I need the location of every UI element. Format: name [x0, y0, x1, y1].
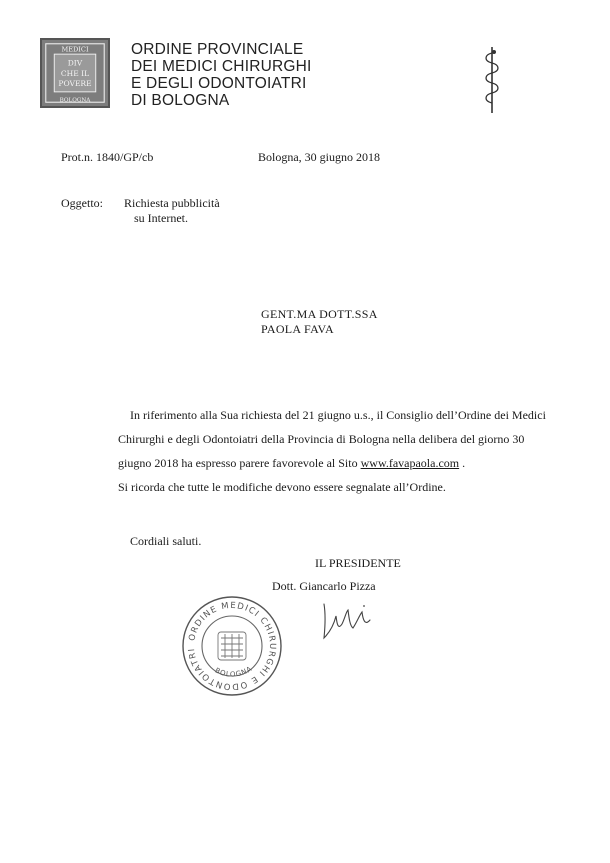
recipient-line-2: PAOLA FAVA [261, 322, 334, 336]
logo-text-bottom: BOLOGNA [59, 97, 91, 104]
body-paragraph-1 [118, 403, 550, 475]
organization-name [131, 41, 312, 109]
body-paragraph-1-text: In riferimento alla Sua richiesta del 21 giugno u.s., il Consiglio dell’Ordine dei Medici Chirurghi e degli Odontoiatri della Provincia di Bologna nella delibera del giorno 30 giugno 2018 ha espresso parere favorevole al Sito [118, 408, 546, 470]
letter-body [118, 403, 550, 499]
subject-line-2: su Internet. [134, 211, 188, 225]
stamp-emblem [218, 632, 246, 660]
subject-line-1: Richiesta pubblicità [124, 196, 220, 210]
logo-text-3: POVERE [58, 79, 92, 89]
subject-text [124, 196, 220, 226]
org-line-1: ORDINE PROVINCIALE [131, 41, 304, 58]
official-stamp [180, 594, 284, 698]
order-logo [40, 38, 110, 108]
website-link[interactable]: www.favapaola.com [360, 456, 460, 470]
signatory-name: Dott. Giancarlo Pizza [272, 579, 376, 593]
body-paragraph-2: Si ricorda che tutte le modifiche devono essere segnalate all’Ordine. [118, 480, 446, 494]
logo-text-1: DIV [67, 58, 83, 68]
org-line-3: E DEGLI ODONTOIATRI [131, 75, 307, 92]
signatory-title: IL PRESIDENTE [315, 556, 401, 570]
stamp-ring-text: ORDINE MEDICI CHIRURGHI E ODONTOIATRI [187, 600, 278, 692]
subject-label: Oggetto: [61, 196, 103, 210]
protocol-number: Prot.n. 1840/GP/cb [61, 150, 154, 164]
caduceus-icon [481, 45, 503, 115]
org-line-2: DEI MEDICI CHIRURGHI [131, 58, 312, 75]
recipient-line-1: GENT.MA DOTT.SSA [261, 307, 378, 321]
org-line-4: DI BOLOGNA [131, 92, 230, 109]
letter-date: Bologna, 30 giugno 2018 [258, 150, 380, 164]
logo-text-2: CHE IL [60, 68, 90, 78]
body-paragraph-1-end: . [462, 456, 466, 470]
logo-text-top: MEDICI [61, 45, 89, 54]
salutation: Cordiali saluti. [130, 534, 202, 548]
recipient-block [261, 307, 378, 337]
stamp-bottom-text: BOLOGNA [213, 664, 254, 679]
handwritten-signature [318, 598, 380, 648]
order-logo-graphic [42, 40, 108, 106]
